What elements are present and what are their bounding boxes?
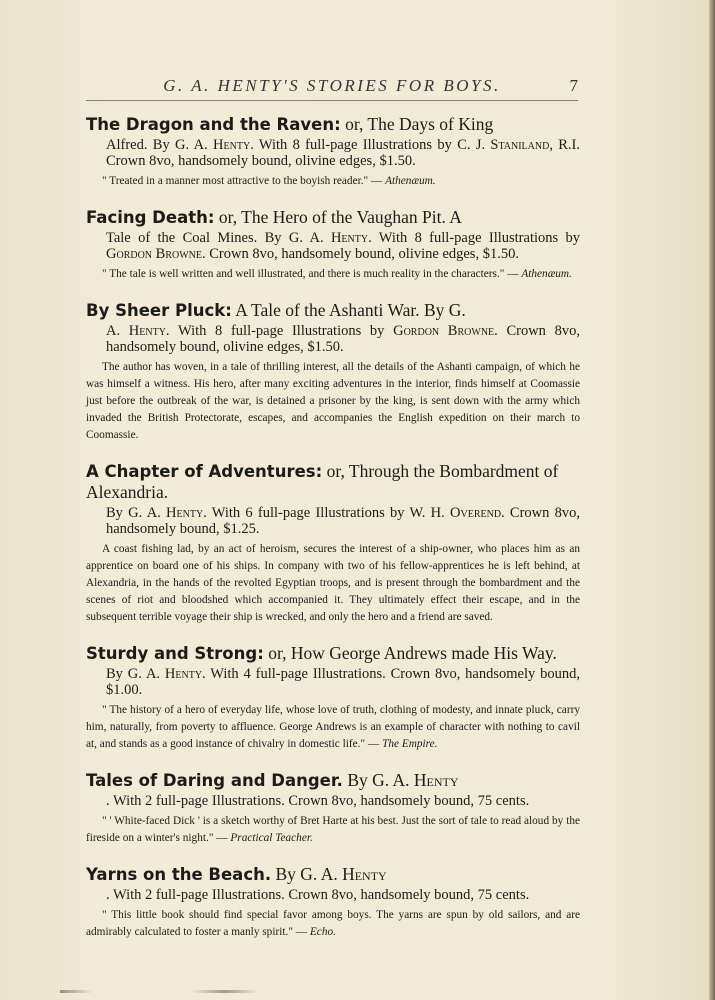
page-number: 7 — [569, 76, 578, 95]
running-head: G. A. HENTY'S STORIES FOR BOYS. — [163, 76, 501, 95]
review-source: Athenæum. — [521, 268, 572, 280]
book-description: . With 2 full-page Illustrations. Crown 8vo, handsomely bound, 75 cents. — [106, 887, 530, 903]
review-summary: A coast fishing lad, by an act of heroism, secures the interest of a ship-owner, who places him as an apprentice on board one of his ships. In company with two of his fellow-apprentices he is left behind, at Alexandria, in the hands of the revolted Egyptian troops, and is present through the bombardment and the scenes of riot and bloodshed which accompanied it. They ultimately effect their escape, and in the subsequent terrible voyage their ship is wrecked, and only the hero and a friend are saved. — [86, 543, 580, 623]
review-quote: " Treated in a manner most attractive to the boyish reader." — Athenæum. — [102, 175, 436, 187]
book-description: By G. A. Henty. With 6 full-page Illustrations by W. H. Overend. Crown 8vo, handsomely bound, $1.25. — [106, 505, 580, 537]
book-subtitle: or, The Hero of the Vaughan Pit. A — [218, 207, 462, 227]
book-subtitle: A Tale of the Ashanti War. By G. — [235, 300, 466, 320]
author-name: Henty — [128, 323, 166, 339]
book-title: Sturdy and Strong: — [86, 644, 264, 663]
review-summary: The author has woven, in a tale of thrilling interest, all the details of the Ashanti campaign, of which he was himself a witness. His hero, after many exciting adventures in the interior, finds himself at Coomassie just before the outbreak of the war, is detained a prisoner by the king, is sent down with the army which invaded the British Protectorate, escapes, and accompanies the English expedition on their march to Coomassie. — [86, 361, 580, 441]
review-source: Echo. — [309, 926, 336, 938]
book-title: Yarns on the Beach. — [86, 865, 272, 884]
book-description: Tale of the Coal Mines. By G. A. Henty. With 8 full-page Illustrations by Gordon Browne. Crown 8vo, handsomely bound, olivine edges, $1.50. — [106, 230, 580, 262]
book-entry — [86, 770, 580, 847]
header-rule — [86, 100, 578, 101]
book-subtitle: By G. A. — [275, 864, 338, 884]
book-subtitle: or, Through the Bombardment of Alexandria. — [86, 461, 559, 502]
book-subtitle: or, How George Andrews made His Way. — [268, 643, 557, 663]
illustrator-name: Overend — [450, 505, 502, 521]
illustrator-name: Staniland — [490, 137, 550, 153]
book-description: A. Henty. With 8 full-page Illustrations by Gordon Browne. Crown 8vo, handsomely bound, olivine edges, $1.50. — [106, 323, 580, 355]
book-entry — [86, 643, 580, 753]
book-title: Facing Death: — [86, 208, 215, 227]
review-source: The Empire. — [382, 738, 438, 750]
page-edge-shadow — [709, 0, 715, 1000]
book-title: A Chapter of Adventures: — [86, 462, 323, 481]
book-entry — [86, 864, 580, 941]
review-source: Athenæum. — [385, 175, 436, 187]
book-entry — [86, 300, 580, 444]
author-name: Henty — [342, 864, 387, 884]
illustrator-name: Gordon Browne — [106, 246, 202, 262]
book-title: By Sheer Pluck: — [86, 301, 232, 320]
book-entry — [86, 114, 580, 190]
book-entry — [86, 461, 580, 626]
author-name: Henty — [166, 505, 204, 521]
author-name: Henty — [413, 770, 459, 790]
book-description: Alfred. By G. A. Henty. With 8 full-page Illustrations by C. J. Staniland, R.I. Crown 8vo, handsomely bound, olivine edges, $1.50. — [106, 137, 580, 169]
header — [86, 76, 578, 98]
review-quote: " The tale is well written and well illustrated, and there is much reality in the characters." — Athenæum. — [102, 268, 572, 280]
author-name: Henty — [213, 137, 251, 153]
book-title: The Dragon and the Raven: — [86, 115, 341, 134]
author-name: Henty — [164, 666, 203, 682]
review-quote: " ' White-faced Dick ' is a sketch worthy of Bret Harte at his best. Just the sort of tale to read aloud by the fireside on a winter's night." — Practical Teacher. — [86, 815, 580, 844]
book-list — [86, 114, 580, 958]
book-entry — [86, 207, 580, 283]
review-source: Practical Teacher. — [230, 832, 313, 844]
scan-artifact — [60, 990, 390, 993]
book-subtitle: By G. A. — [347, 770, 410, 790]
illustrator-name: Gordon Browne — [393, 323, 495, 339]
book-title: Tales of Daring and Danger. — [86, 771, 343, 790]
book-subtitle: or, The Days of King — [345, 114, 494, 134]
author-name: Henty — [330, 230, 369, 246]
review-quote: " The history of a hero of everyday life, whose love of truth, clothing of modesty, and innate pluck, carry him, naturally, from poverty to affluence. George Andrews is an example of character with nothing to cavil at, and stands as a good instance of chivalry in domestic life." — The Empire. — [86, 704, 580, 750]
book-description: By G. A. Henty. With 4 full-page Illustrations. Crown 8vo, handsomely bound, $1.00. — [106, 666, 580, 698]
book-description: . With 2 full-page Illustrations. Crown 8vo, handsomely bound, 75 cents. — [106, 793, 530, 809]
review-quote: " This little book should find special favor among boys. The yarns are spun by old sailors, and are admirably calculated to foster a manly spirit." — Echo. — [86, 909, 580, 938]
